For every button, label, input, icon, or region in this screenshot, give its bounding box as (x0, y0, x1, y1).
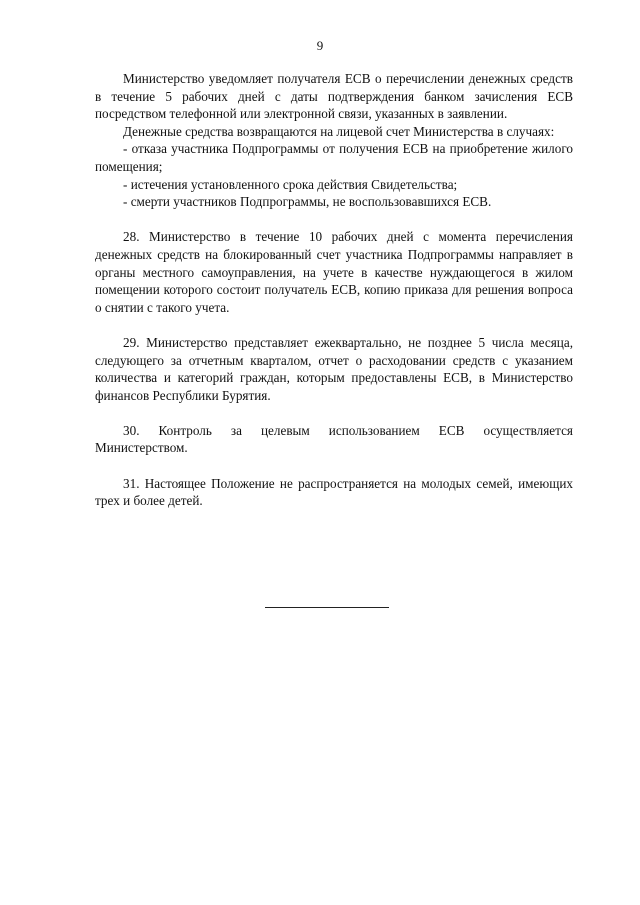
page-number: 9 (316, 38, 324, 53)
paragraph-notification: Министерство уведомляет получателя ЕСВ о перечислении денежных средств в течение 5 рабочих дней с даты подтверждения банком зачисления ЕСВ посредством телефонной или электронной связи, указанных в заявлении. (95, 71, 573, 122)
paragraph-refund-cases: Денежные средства возвращаются на лицевой счет Министерства в случаях: (123, 123, 555, 139)
paragraph-31: 31. Настоящее Положение не распространяется на молодых семей, имеющих трех и более детей. (95, 475, 573, 509)
paragraph-gap (95, 316, 573, 334)
paragraph-28: 28. Министерство в течение 10 рабочих дней с момента перечисления денежных средств на блокированный счет участника Подпрограммы направляет в органы местного самоуправления, на учете в качестве нуждающегося в жилом помещении которого состоит получатель ЕСВ, копию приказа для решения вопроса о снятии с такого учета. (95, 229, 573, 315)
refund-case-item: - смерти участников Подпрограммы, не воспользовавшихся ЕСВ. (123, 194, 492, 210)
refund-case-item: - истечения установленного срока действия Свидетельства; (123, 176, 458, 192)
refund-case-item: - отказа участника Подпрограммы от получения ЕСВ на приобретение жилого помещения; (95, 141, 573, 174)
paragraph-gap (95, 404, 573, 422)
paragraph-gap (95, 211, 573, 229)
end-of-document-rule (265, 607, 389, 608)
paragraph-30: 30. Контроль за целевым использованием ЕСВ осуществляется Министерством. (95, 422, 573, 456)
document-body (95, 70, 573, 510)
paragraph-gap (95, 457, 573, 475)
paragraph-29: 29. Министерство представляет ежеквартально, не позднее 5 числа месяца, следующего за отчетным кварталом, отчет о расходовании средств с указанием количества и категорий граждан, которым предоставлены ЕСВ, в Министерство финансов Республики Бурятия. (95, 334, 573, 403)
